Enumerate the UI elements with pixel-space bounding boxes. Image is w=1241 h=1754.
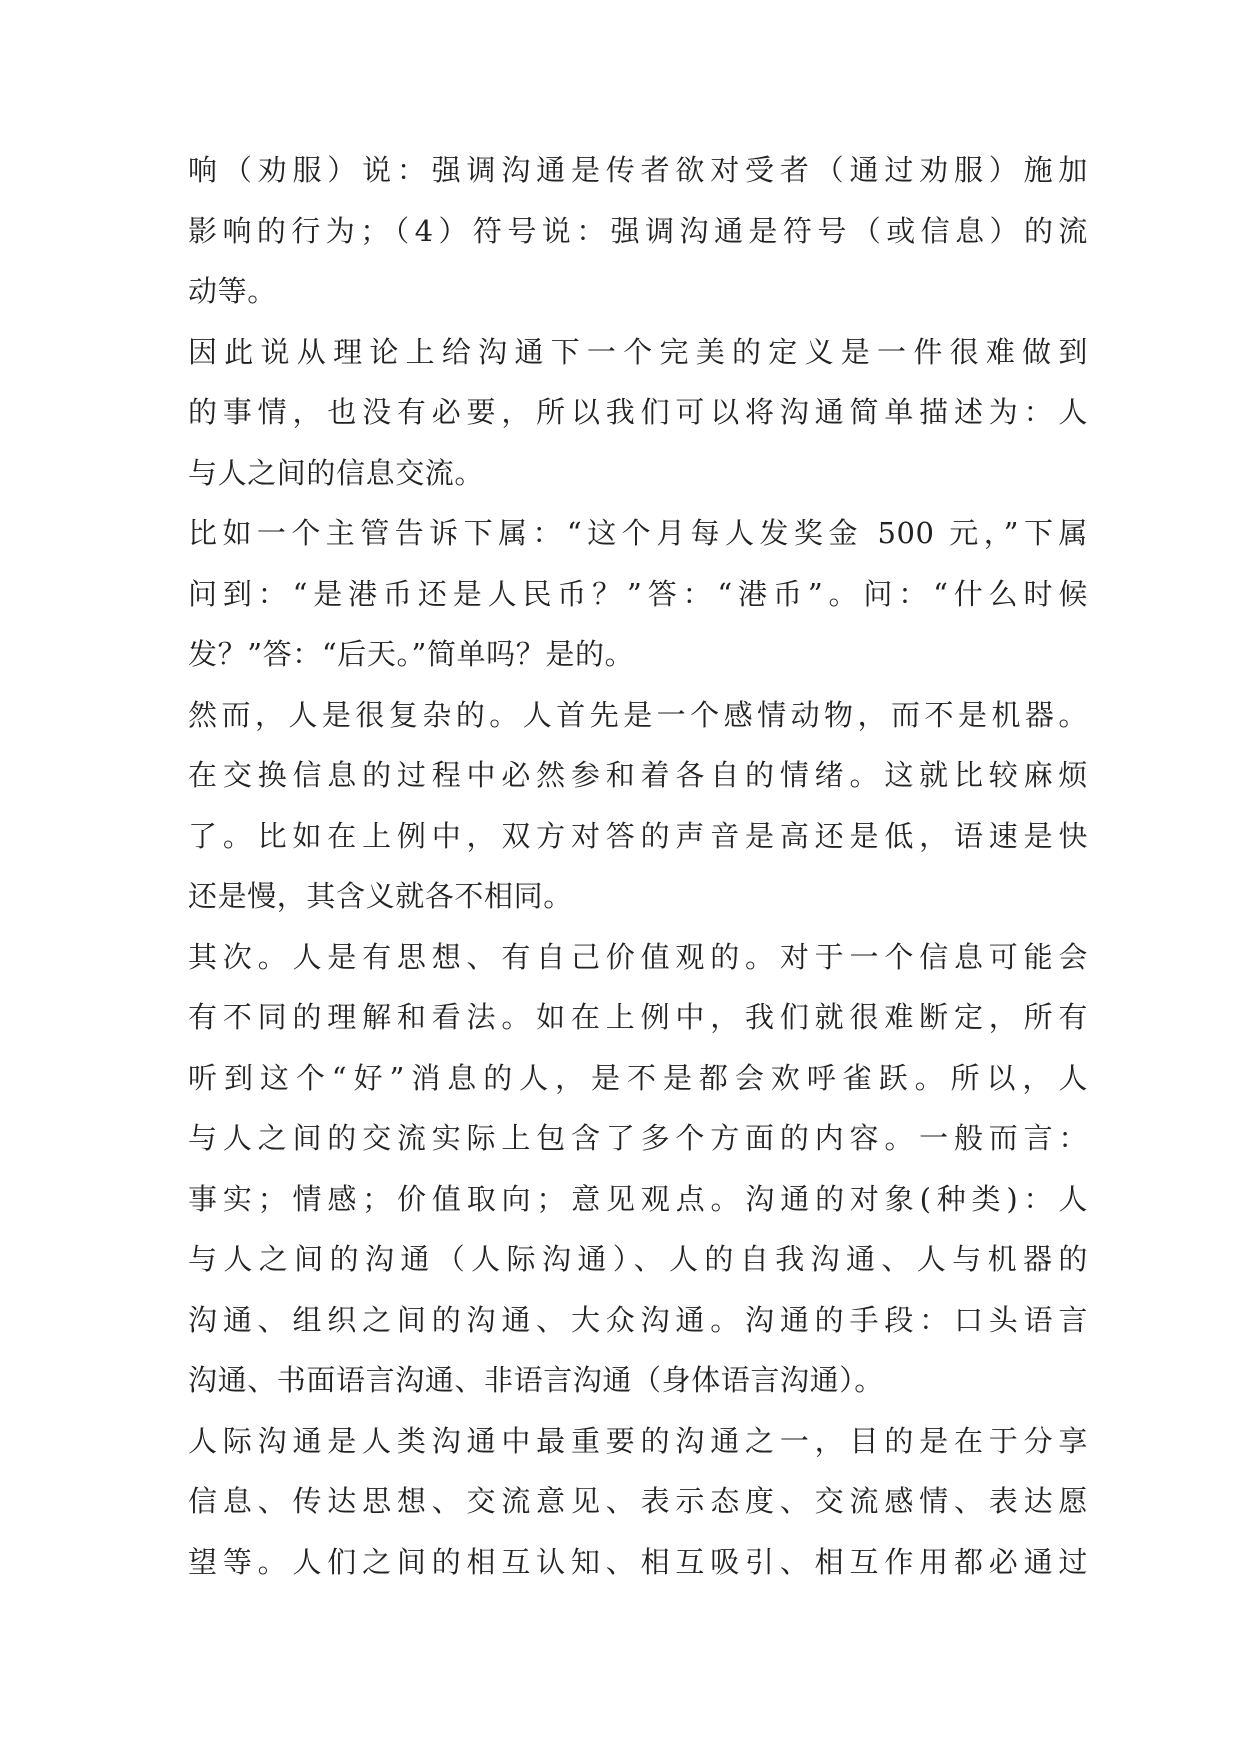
text-line: 望等。人们之间的相互认知、相互吸引、相互作用都必通过 <box>188 1544 1088 1579</box>
text-line: 然而，人是很复杂的。人首先是一个感情动物，而不是机器。 <box>188 697 1088 732</box>
text-line: 了。比如在上例中，双方对答的声音是高还是低，语速是快 <box>188 818 1088 853</box>
text-line: 发？”答：“后天。”简单吗？是的。 <box>188 637 635 671</box>
text-line: 人际沟通是人类沟通中最重要的沟通之一，目的是在于分享 <box>188 1423 1088 1458</box>
text-line: 有不同的理解和看法。如在上例中，我们就很难断定，所有 <box>188 1000 1088 1034</box>
text-line: 与人之间的交流实际上包含了多个方面的内容。一般而言： <box>188 1121 1088 1155</box>
text-line: 还是慢，其含义就各不相同。 <box>188 879 573 913</box>
text-line: 事实；情感；价值取向；意见观点。沟通的对象(种类)：人 <box>188 1181 1088 1216</box>
text-line: 听到这个“好”消息的人，是不是都会欢呼雀跃。所以，人 <box>188 1060 1088 1095</box>
text-line: 与人之间的沟通（人际沟通）、人的自我沟通、人与机器的 <box>188 1242 1088 1276</box>
text-line: 与人之间的信息交流。 <box>188 455 485 490</box>
text-line: 比如一个主管告诉下属：“这个月每人发奖金 500 元，”下属 <box>188 516 1088 550</box>
text-line: 动等。 <box>188 274 277 308</box>
text-line: 信息、传达思想、交流意见、表示态度、交流感情、表达愿 <box>188 1484 1088 1518</box>
body-text <box>188 140 1088 1592</box>
text-line: 其次。人是有思想、有自己价值观的。对于一个信息可能会 <box>188 939 1088 974</box>
text-line: 响（劝服）说：强调沟通是传者欲对受者（通过劝服）施加 <box>188 153 1088 187</box>
text-line: 沟通、书面语言沟通、非语言沟通（身体语言沟通）。 <box>188 1363 884 1397</box>
text-line: 沟通、组织之间的沟通、大众沟通。沟通的手段：口头语言 <box>188 1302 1088 1337</box>
text-line: 的事情，也没有必要，所以我们可以将沟通简单描述为：人 <box>188 395 1088 429</box>
text-line: 影响的行为；（4）符号说：强调沟通是符号（或信息）的流 <box>188 213 1088 248</box>
text-line: 问到：“是港币还是人民币？”答：“港币”。问：“什么时候 <box>188 576 1088 611</box>
text-line: 在交换信息的过程中必然参和着各自的情绪。这就比较麻烦 <box>188 758 1088 792</box>
text-line: 因此说从理论上给沟通下一个完美的定义是一件很难做到 <box>188 334 1088 369</box>
